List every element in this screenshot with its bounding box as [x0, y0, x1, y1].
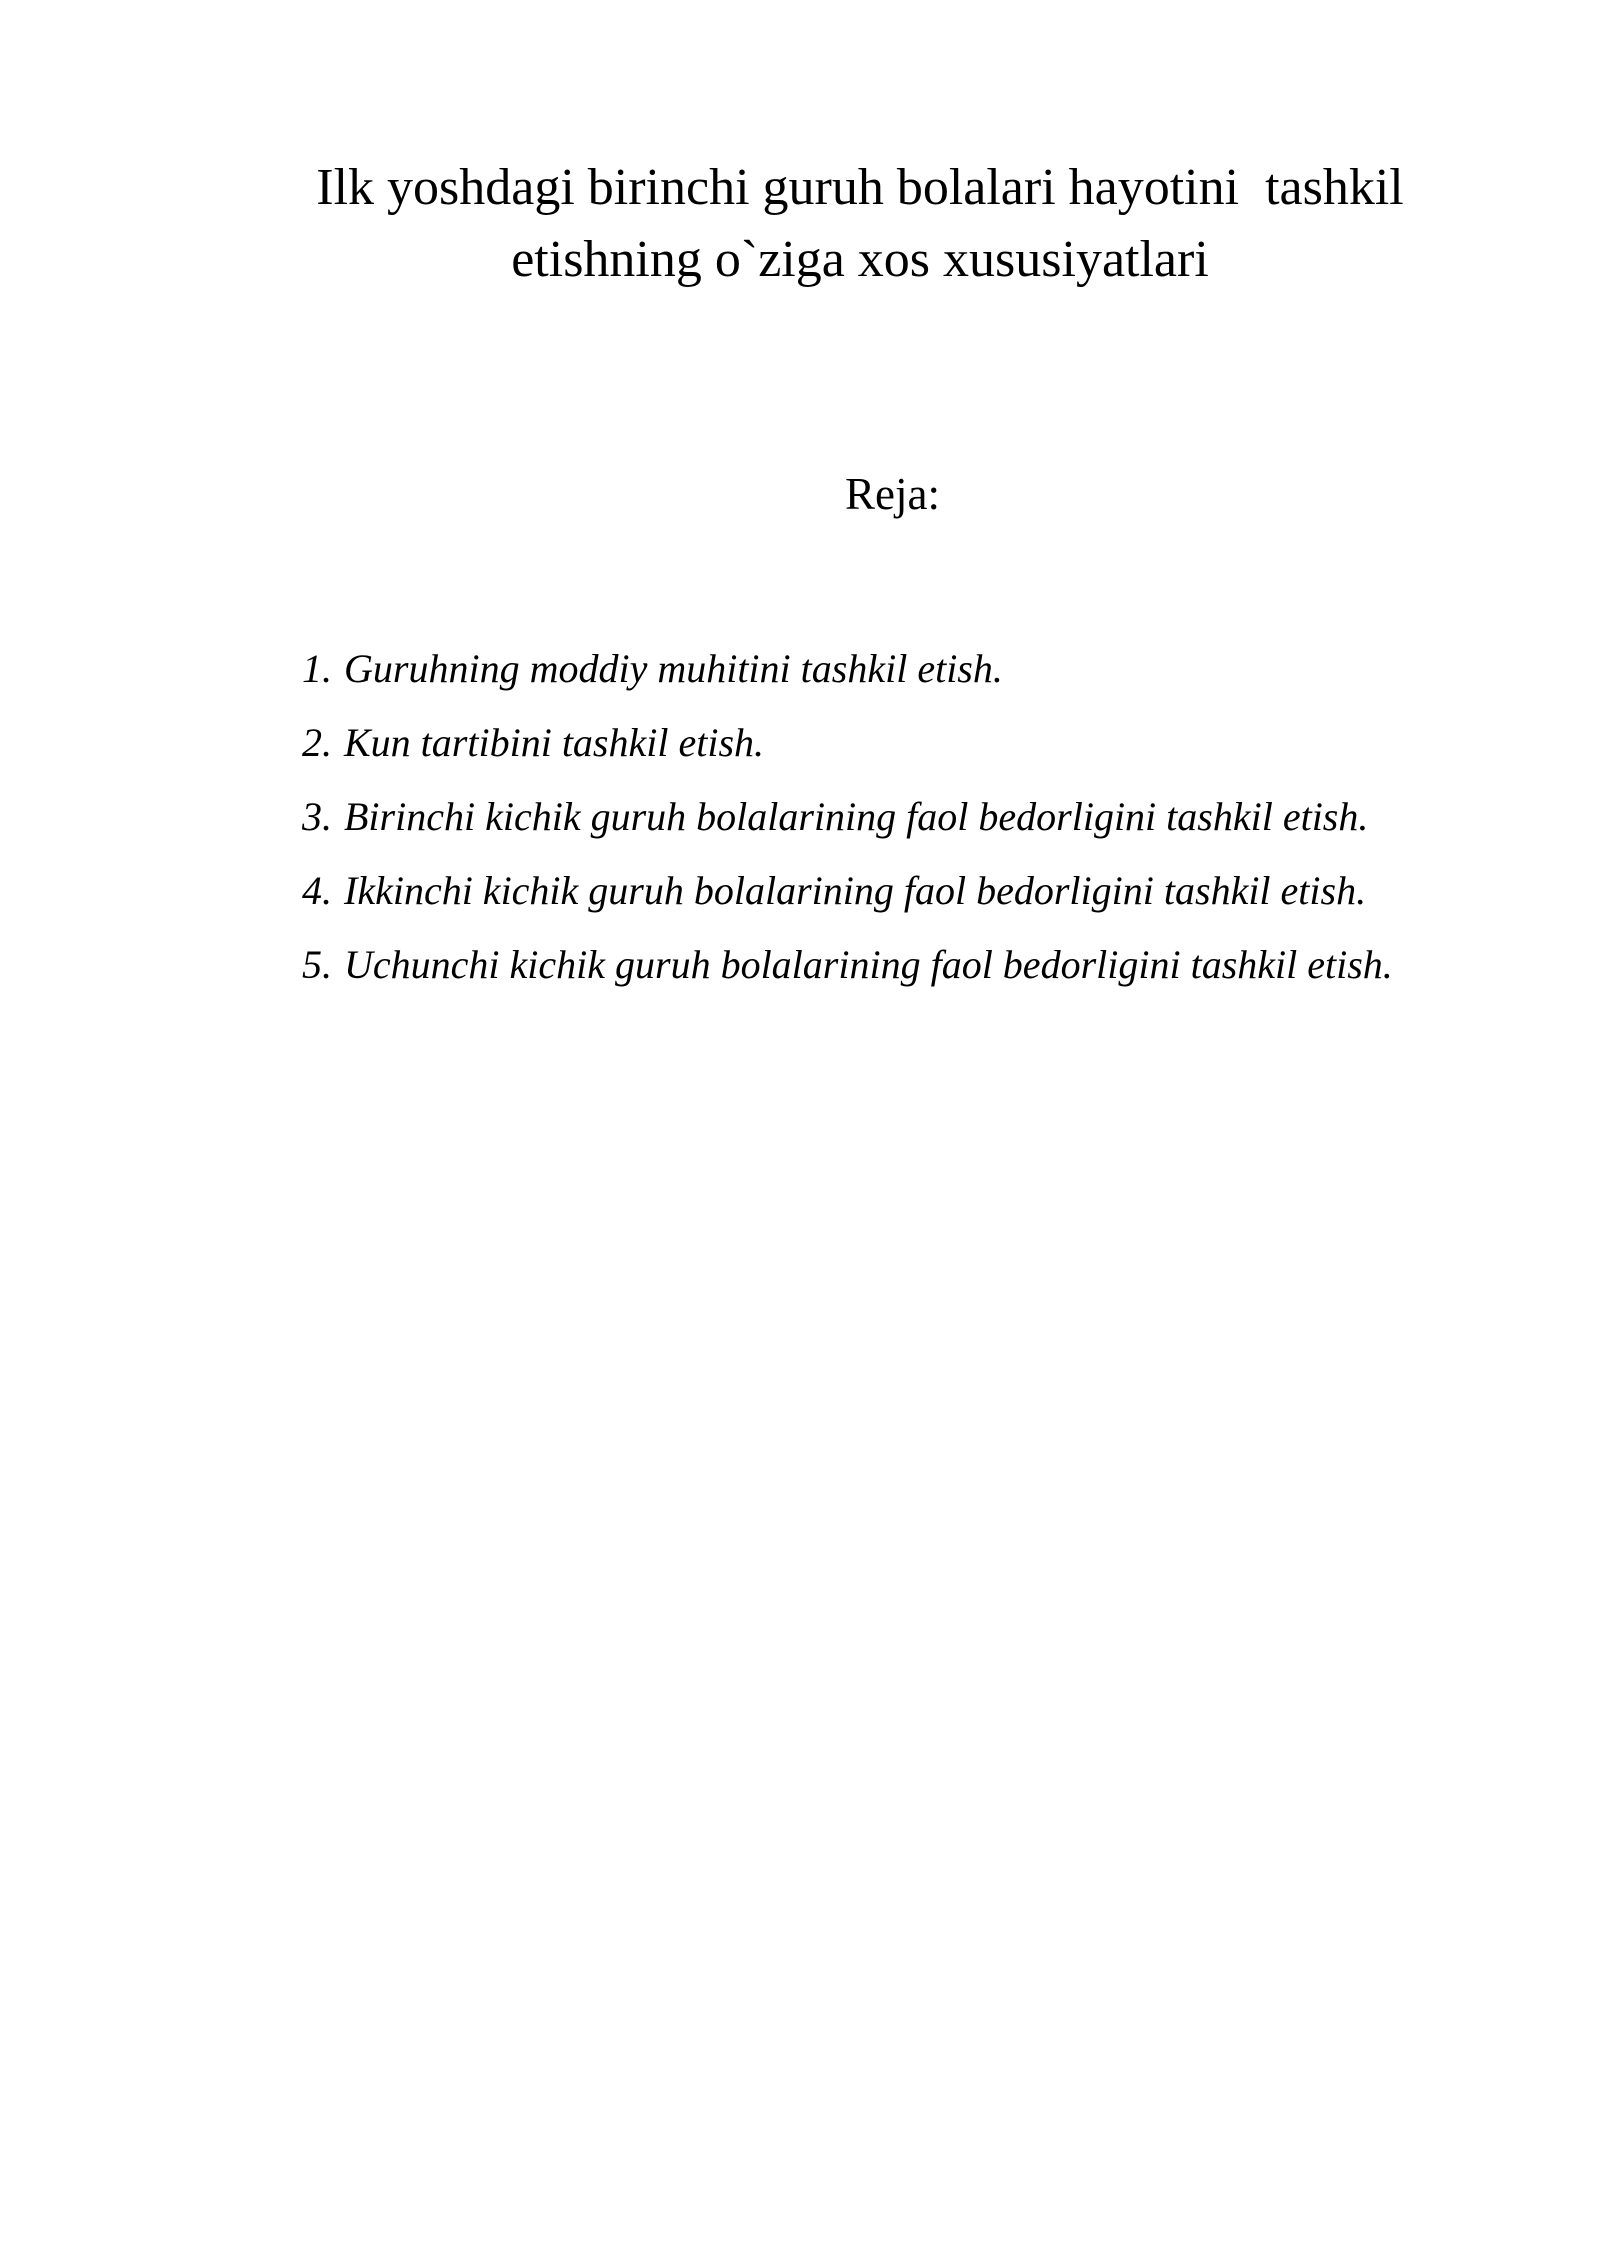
plan-item-number: 1. [302, 646, 332, 691]
plan-item-4 [302, 854, 1393, 928]
plan-item-2 [302, 706, 1393, 780]
plan-item-text: Uchunchi kichik guruh bolalarining faol bedorligini tashkil etish. [344, 942, 1393, 987]
plan-item-number: 4. [302, 868, 332, 913]
plan-item-text: Kun tartibini tashkil etish. [344, 720, 765, 765]
plan-item-text: Ikkinchi kichik guruh bolalarining faol bedorligini tashkil etish. [344, 868, 1367, 913]
plan-item-3 [302, 780, 1393, 854]
plan-item-5 [302, 928, 1393, 1002]
plan-item-text: Guruhning moddiy muhitini tashkil etish. [344, 646, 1003, 691]
title-line-1: Ilk yoshdagi birinchi guruh bolalari hayotini tashkil [316, 159, 1404, 216]
plan-item-number: 2. [302, 720, 332, 765]
plan-item-number: 5. [302, 942, 332, 987]
plan-list [302, 632, 1393, 1002]
title-line-2: etishning o`ziga xos xususiyatlari [511, 231, 1209, 288]
plan-heading: Reja: [845, 469, 940, 519]
plan-item-text: Birinchi kichik guruh bolalarining faol bedorligini tashkil etish. [344, 794, 1369, 839]
document-title [200, 152, 1520, 296]
plan-item-1 [302, 632, 1393, 706]
plan-item-number: 3. [302, 794, 332, 839]
